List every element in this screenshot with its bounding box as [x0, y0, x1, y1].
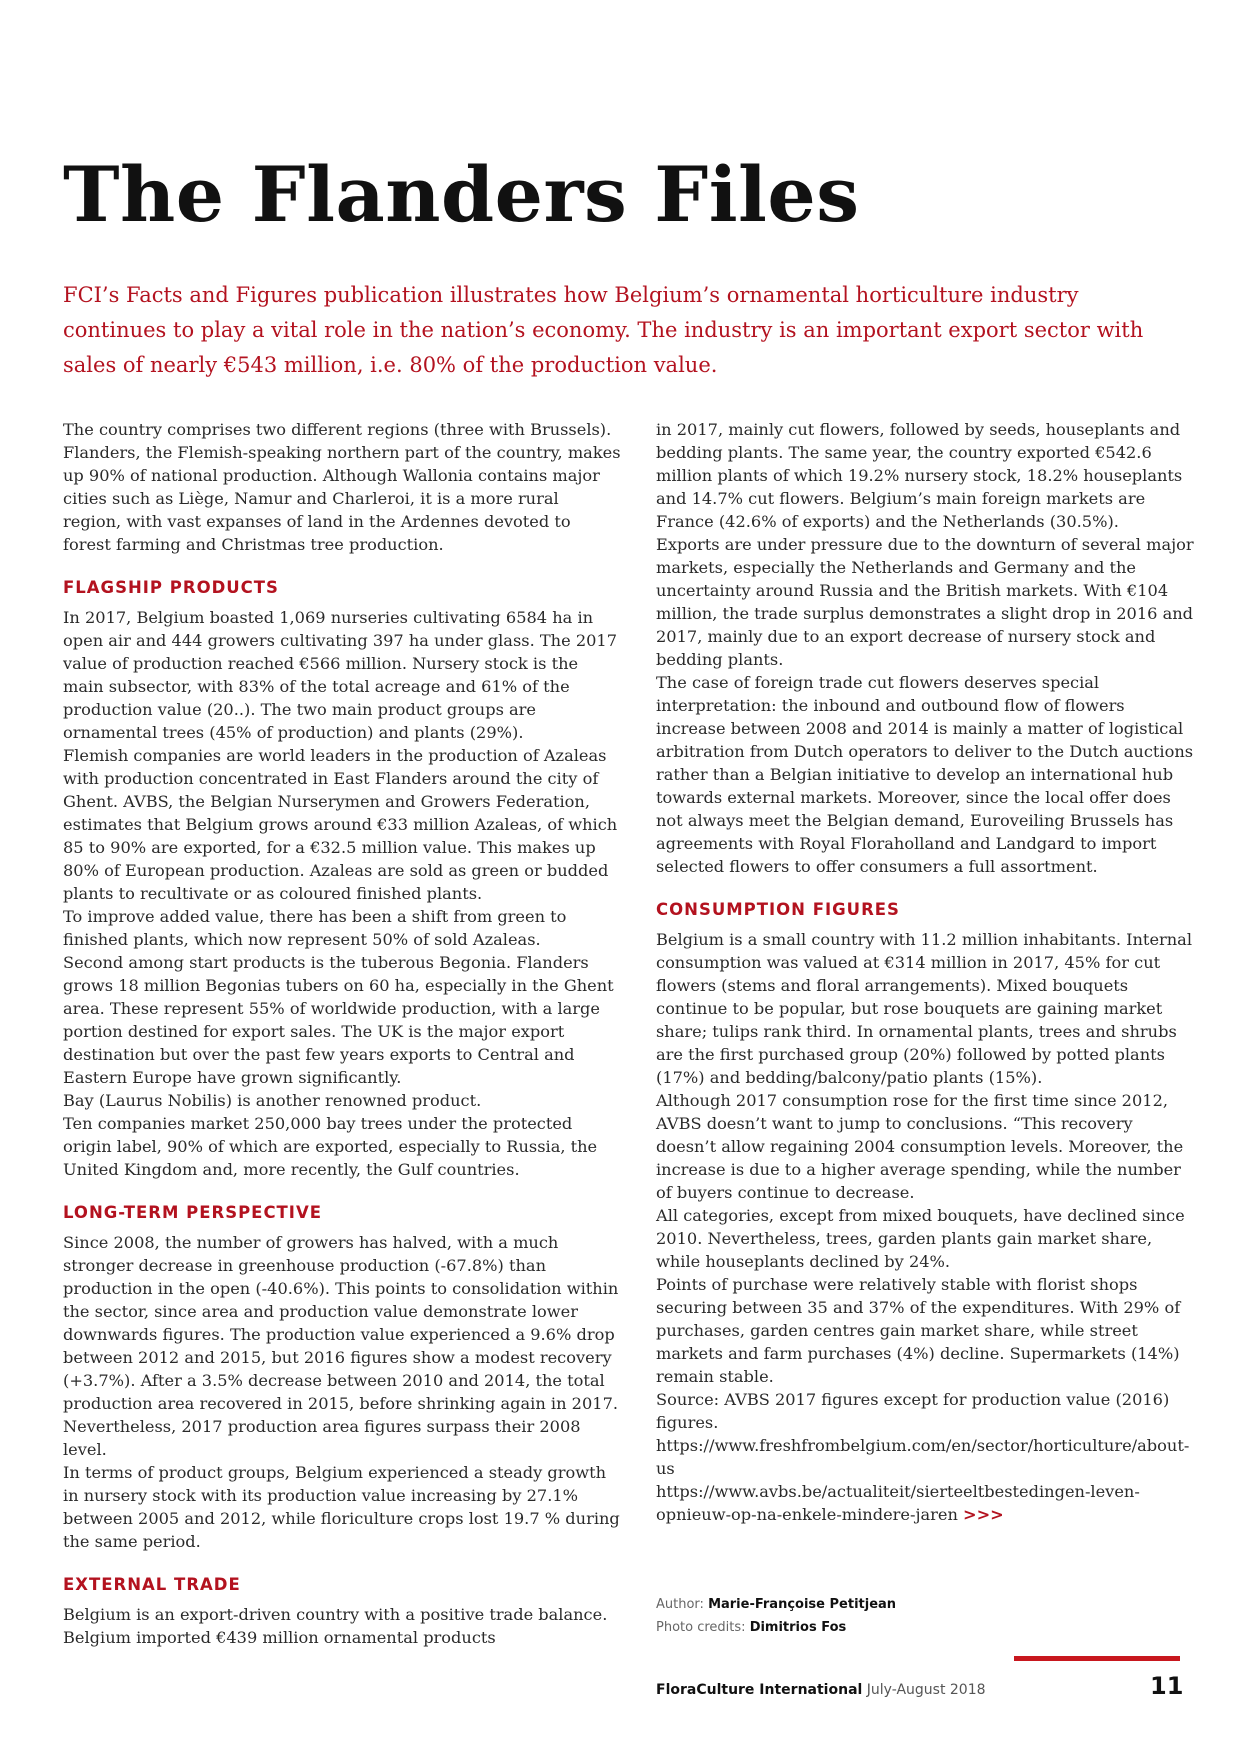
source-link-avbs-wrapper: [656, 1480, 1196, 1526]
end-of-article-mark: >>>: [963, 1505, 1004, 1524]
article-lead: FCI’s Facts and Figures publication illustrates how Belgium’s ornamental horticulture industry continues to play a vital role in the nation’s economy. The industry is an important export sector with sales of nearly €543 million, i.e. 80% of the production value.: [63, 283, 1144, 377]
section-heading-consumption: CONSUMPTION FIGURES: [656, 900, 900, 919]
body-paragraph: To improve added value, there has been a shift from green to finished plants, which now represent 50% of sold Azaleas.: [63, 907, 567, 949]
source-note: Source: AVBS 2017 figures except for production value (2016) figures.: [656, 1390, 1170, 1432]
body-paragraph: Points of purchase were relatively stable with florist shops securing between 35 and 37% of the expenditures. With 29% of purchases, garden centres gain market share, while street markets and farm purchases (4%) decline. Supermarkets (14%) remain stable.: [656, 1275, 1181, 1386]
intro-paragraph: The country comprises two different regions (three with Brussels). Flanders, the Flemish-speaking northern part of the country, makes up 90% of national production. Although Wallonia contains major cities such as Liège, Namur and Charleroi, it is a more rural region, with vast expanses of land in the Ardennes devoted to forest farming and Christmas tree production.: [63, 420, 621, 554]
photographer-name: Dimitrios Fos: [749, 1620, 847, 1635]
right-column: [656, 418, 1196, 1526]
photo-credits-label: Photo credits:: [656, 1620, 746, 1635]
page-footer: [656, 1680, 986, 1700]
photo-credit: [656, 1616, 896, 1639]
body-paragraph: Belgium is a small country with 11.2 million inhabitants. Internal consumption was valued at €314 million in 2017, 45% for cut flowers (stems and floral arrangements). Mixed bouquets continue to be popular, but rose bouquets are gaining market share; tulips rank third. In ornamental plants, trees and shrubs are the first purchased group (20%) followed by potted plants (17%) and bedding/balcony/patio plants (15%).: [656, 930, 1193, 1087]
body-paragraph: Flemish companies are world leaders in the production of Azaleas with production concentrated in East Flanders around the city of Ghent. AVBS, the Belgian Nurserymen and Growers Federation, estimates that Belgium grows around €33 million Azaleas, of which 85 to 90% are exported, for a €32.5 million value. This makes up 80% of European production. Azaleas are sold as green or budded plants to recultivate or as coloured finished plants.: [63, 746, 618, 903]
body-paragraph: Exports are under pressure due to the downturn of several major markets, especially the Netherlands and Germany and the uncertainty around Russia and the British markets. With €104 million, the trade surplus demonstrates a slight drop in 2016 and 2017, mainly due to an export decrease of nursery stock and bedding plants.: [656, 535, 1194, 669]
body-paragraph: Although 2017 consumption rose for the first time since 2012, AVBS doesn’t want to jump to conclusions. “This recovery doesn’t allow regaining 2004 consumption levels. Moreover, the increase is due to a higher average spending, while the number of buyers continue to decrease.: [656, 1091, 1184, 1202]
body-paragraph: Bay (Laurus Nobilis) is another renowned product.: [63, 1091, 482, 1110]
left-column: [63, 418, 621, 1649]
section-heading-external-trade: EXTERNAL TRADE: [63, 1575, 241, 1594]
body-paragraph: Ten companies market 250,000 bay trees under the protected origin label, 90% of which are exported, especially to Russia, the United Kingdom and, more recently, the Gulf countries.: [63, 1114, 598, 1179]
body-paragraph: The case of foreign trade cut flowers deserves special interpretation: the inbound and outbound flow of flowers increase between 2008 and 2014 is mainly a matter of logistical arbitration from Dutch operators to deliver to the Dutch auctions rather than a Belgian initiative to develop an international hub towards external markets. Moreover, since the local offer does not always meet the Belgian demand, Euroveiling Brussels has agreements with Royal Floraholland and Landgard to import selected flowers to offer consumers a full assortment.: [656, 673, 1194, 876]
source-link-avbs[interactable]: https://www.avbs.be/actualiteit/sierteeltbestedingen-leven-opnieuw-op-na-enkele-mindere-jaren: [656, 1482, 1140, 1524]
author-label: Author:: [656, 1597, 704, 1612]
section-heading-longterm: LONG-TERM PERSPECTIVE: [63, 1203, 322, 1222]
issue-date: July-August 2018: [866, 1682, 986, 1698]
author-credit: [656, 1593, 896, 1616]
body-paragraph: In terms of product groups, Belgium experienced a steady growth in nursery stock with its production value increasing by 27.1% between 2005 and 2012, while floriculture crops lost 19.7 % during the same period.: [63, 1463, 620, 1551]
article-credits: [656, 1593, 896, 1639]
author-name: Marie-Françoise Petitjean: [708, 1597, 897, 1612]
body-paragraph: Since 2008, the number of growers has halved, with a much stronger decrease in greenhouse production (-67.8%) than production in the open (-40.6%). This points to consolidation within the sector, since area and production value demonstrate lower downwards figures. The production value experienced a 9.6% drop between 2012 and 2015, but 2016 figures show a modest recovery (+3.7%). After a 3.5% decrease between 2010 and 2014, the total production area recovered in 2015, before shrinking again in 2017. Nevertheless, 2017 production area figures surpass their 2008 level.: [63, 1233, 619, 1459]
body-paragraph: Belgium is an export-driven country with a positive trade balance. Belgium imported €439 million ornamental products: [63, 1605, 608, 1647]
source-link-freshfrombelgium[interactable]: https://www.freshfrombelgium.com/en/sector/horticulture/about-us: [656, 1436, 1190, 1478]
article-title: The Flanders Files: [63, 150, 860, 239]
page-number: 11: [1150, 1672, 1184, 1700]
magazine-name: FloraCulture International: [656, 1682, 863, 1698]
body-paragraph: All categories, except from mixed bouquets, have declined since 2010. Nevertheless, trees, garden plants gain market share, while houseplants declined by 24%.: [656, 1206, 1185, 1271]
body-paragraph: Second among start products is the tuberous Begonia. Flanders grows 18 million Begonias tubers on 60 ha, especially in the Ghent area. These represent 55% of worldwide production, with a large portion destined for export sales. The UK is the major export destination but over the past few years exports to Central and Eastern Europe have grown significantly.: [63, 953, 614, 1087]
section-heading-flagship: FLAGSHIP PRODUCTS: [63, 578, 279, 597]
body-paragraph: In 2017, Belgium boasted 1,069 nurseries cultivating 6584 ha in open air and 444 growers cultivating 397 ha under glass. The 2017 value of production reached €566 million. Nursery stock is the main subsector, with 83% of the total acreage and 61% of the production value (20..). The two main product groups are ornamental trees (45% of production) and plants (29%).: [63, 608, 618, 742]
footer-accent-rule: [1014, 1656, 1180, 1661]
body-paragraph: in 2017, mainly cut flowers, followed by seeds, houseplants and bedding plants. The same year, the country exported €542.6 million plants of which 19.2% nursery stock, 18.2% houseplants and 14.7% cut flowers. Belgium’s main foreign markets are France (42.6% of exports) and the Netherlands (30.5%).: [656, 420, 1183, 531]
